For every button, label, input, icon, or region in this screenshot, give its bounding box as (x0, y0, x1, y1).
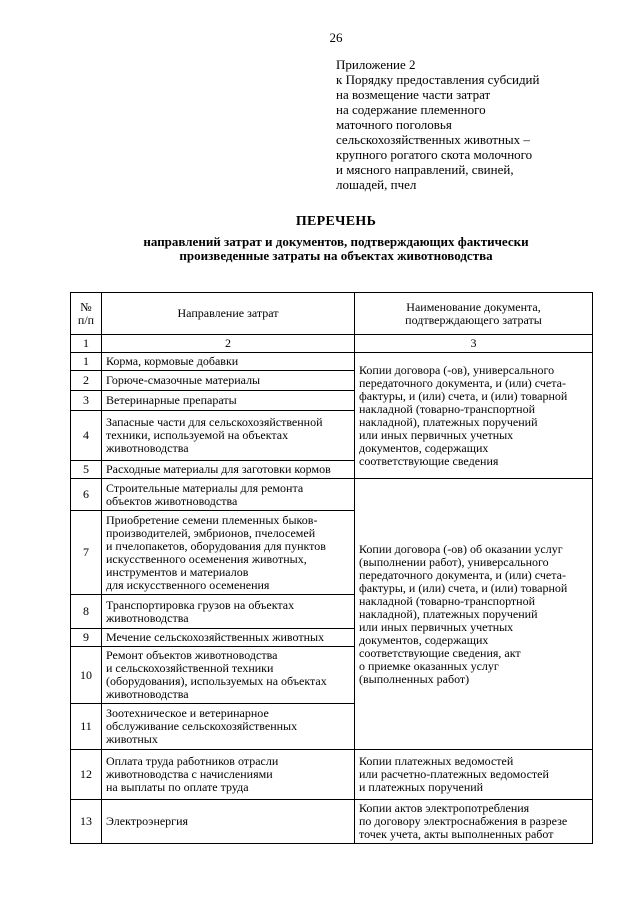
expense-direction-line: животноводства (106, 441, 189, 455)
expense-direction (102, 353, 355, 371)
supporting-documents-line: соответствующие сведения (359, 453, 499, 468)
page-number: 26 (329, 30, 343, 45)
expense-direction (102, 371, 355, 391)
supporting-documents-line: Копии договора (-ов) об оказании услуг (359, 541, 563, 556)
expenses-table (70, 292, 593, 844)
header-document-line: подтверждающего затраты (405, 312, 542, 327)
expense-direction (102, 595, 355, 629)
supporting-documents-line: Копии договора (-ов), универсального (359, 362, 555, 377)
supporting-documents-line: накладной), платежных поручений (359, 606, 538, 621)
expense-direction-line: Транспортировка грузов на объектах (106, 597, 295, 612)
expense-direction-line: искусственного осеменения животных, (106, 551, 307, 566)
expense-direction-line: Электроэнергия (106, 814, 189, 828)
column-number: 1 (71, 335, 102, 353)
expense-direction-line: техники, используемой на объектах (106, 428, 289, 442)
row-number: 7 (71, 511, 102, 595)
row-number: 5 (71, 461, 102, 479)
supporting-documents-line: о приемке оказанных услуг (359, 658, 499, 673)
expense-direction-line: Ремонт объектов животноводства (106, 648, 278, 662)
row-number: 12 (71, 750, 102, 800)
expense-direction-line: Расходные материалы для заготовки кормов (106, 462, 331, 476)
expense-direction-line: Корма, кормовые добавки (106, 354, 239, 368)
document-title: ПЕРЕЧЕНЬ (295, 214, 377, 229)
supporting-documents-line: или иных первичных учетных (359, 619, 514, 634)
expense-direction-line: Зоотехническое и ветеринарное (106, 706, 269, 720)
header-direction: Направление затрат (102, 293, 355, 335)
supporting-documents (355, 800, 593, 844)
expense-direction-line: животноводства с начислениями (106, 767, 273, 781)
expense-direction-line: производителей, эмбрионов, пчелосемей (106, 525, 316, 540)
expense-direction-line: объектов животноводства (106, 493, 238, 508)
table-row (71, 353, 593, 371)
expense-direction (102, 704, 355, 750)
expense-direction-line: на выплаты по оплате труда (106, 780, 249, 794)
document-subtitle (40, 235, 632, 263)
header-number-line: п/п (77, 312, 95, 327)
expense-direction-line: животных (106, 732, 158, 746)
supporting-documents-line: накладной (товарно-транспортной (359, 401, 535, 416)
supporting-documents-line: точек учета, акты выполненных работ (359, 827, 554, 841)
appendix-line: лошадей, пчел (336, 177, 417, 192)
supporting-documents-line: Копии платежных ведомостей (359, 754, 514, 768)
column-number: 3 (355, 335, 593, 353)
supporting-documents-line: (выполнении работ), универсального (359, 554, 549, 569)
appendix-line: и мясного направлений, свиней, (336, 162, 514, 177)
supporting-documents (355, 479, 593, 750)
expense-direction-line: Приобретение семени племенных быков- (106, 512, 318, 527)
expense-direction-line: животноводства (106, 610, 189, 625)
row-number: 11 (71, 704, 102, 750)
supporting-documents-line: по договору электроснабжения в разрезе (359, 814, 568, 828)
expense-direction-line: Мечение сельскохозяйственных животных (106, 630, 325, 644)
appendix-line: крупного рогатого скота молочного (336, 147, 533, 162)
expense-direction-line: обслуживание сельскохозяйственных (106, 719, 298, 733)
row-number: 6 (71, 479, 102, 511)
supporting-documents-line: документов, содержащих (359, 632, 489, 647)
column-number-row (71, 335, 593, 353)
supporting-documents-line: фактуры, и (или) счета, и (или) товарной (359, 580, 568, 595)
column-number: 2 (102, 335, 355, 353)
supporting-documents-line: Копии актов электропотребления (359, 801, 530, 815)
table-row (71, 479, 593, 511)
supporting-documents-line: документов, содержащих (359, 440, 489, 455)
row-number: 13 (71, 800, 102, 844)
supporting-documents-line: передаточного документа, и (или) счета- (359, 375, 566, 390)
table-row (71, 800, 593, 844)
appendix-line: Приложение 2 (336, 57, 416, 72)
subtitle-line: направлений затрат и документов, подтверждающих фактически (143, 234, 529, 249)
expense-direction-line: Горюче-смазочные материалы (106, 373, 261, 387)
expense-direction-line: и сельскохозяйственной техники (106, 661, 274, 675)
expense-direction (102, 511, 355, 595)
expense-direction-line: Запасные части для сельскохозяйственной (106, 415, 323, 429)
appendix-line: маточного поголовья (336, 117, 452, 132)
row-number: 3 (71, 391, 102, 411)
table-row (71, 750, 593, 800)
supporting-documents-line: и платежных поручений (359, 780, 484, 794)
expense-direction-line: (оборудования), используемых на объектах (106, 674, 327, 688)
row-number: 10 (71, 647, 102, 704)
appendix-header (336, 57, 636, 192)
row-number: 2 (71, 371, 102, 391)
header-number (71, 293, 102, 335)
supporting-documents-line: или иных первичных учетных (359, 427, 514, 442)
header-document (355, 293, 593, 335)
row-number: 4 (71, 411, 102, 461)
expense-direction (102, 391, 355, 411)
supporting-documents-line: фактуры, и (или) счета, и (или) товарной (359, 388, 568, 403)
supporting-documents-line: накладной), платежных поручений (359, 414, 538, 429)
expense-direction (102, 647, 355, 704)
expense-direction-line: для искусственного осеменения (106, 577, 270, 592)
supporting-documents-line: накладной (товарно-транспортной (359, 593, 535, 608)
subtitle-line: произведенные затраты на объектах животноводства (179, 248, 493, 263)
expense-direction-line: и пчелопакетов, оборудования для пунктов (106, 538, 326, 553)
appendix-line: сельскохозяйственных животных – (336, 132, 530, 147)
row-number: 1 (71, 353, 102, 371)
supporting-documents (355, 750, 593, 800)
supporting-documents-line: соответствующие сведения, акт (359, 645, 521, 660)
table-header-row (71, 293, 593, 335)
expense-direction (102, 750, 355, 800)
supporting-documents-line: передаточного документа, и (или) счета- (359, 567, 566, 582)
expense-direction-line: Ветеринарные препараты (106, 393, 237, 407)
expense-direction-line: Строительные материалы для ремонта (106, 480, 304, 495)
supporting-documents-line: или расчетно-платежных ведомостей (359, 767, 549, 781)
row-number: 8 (71, 595, 102, 629)
expense-direction-line: Оплата труда работников отрасли (106, 754, 279, 768)
appendix-line: к Порядку предоставления субсидий (336, 72, 540, 87)
supporting-documents-line: (выполненных работ) (359, 671, 470, 686)
expense-direction (102, 411, 355, 461)
expense-direction (102, 629, 355, 647)
expense-direction (102, 461, 355, 479)
row-number: 9 (71, 629, 102, 647)
header-number-line: № (80, 299, 92, 314)
expense-direction (102, 479, 355, 511)
appendix-line: на содержание племенного (336, 102, 486, 117)
expense-direction-line: животноводства (106, 687, 189, 701)
expense-direction-line: инструментов и материалов (106, 564, 249, 579)
expense-direction (102, 800, 355, 844)
supporting-documents (355, 353, 593, 479)
header-document-line: Наименование документа, (406, 299, 541, 314)
appendix-line: на возмещение части затрат (336, 87, 491, 102)
